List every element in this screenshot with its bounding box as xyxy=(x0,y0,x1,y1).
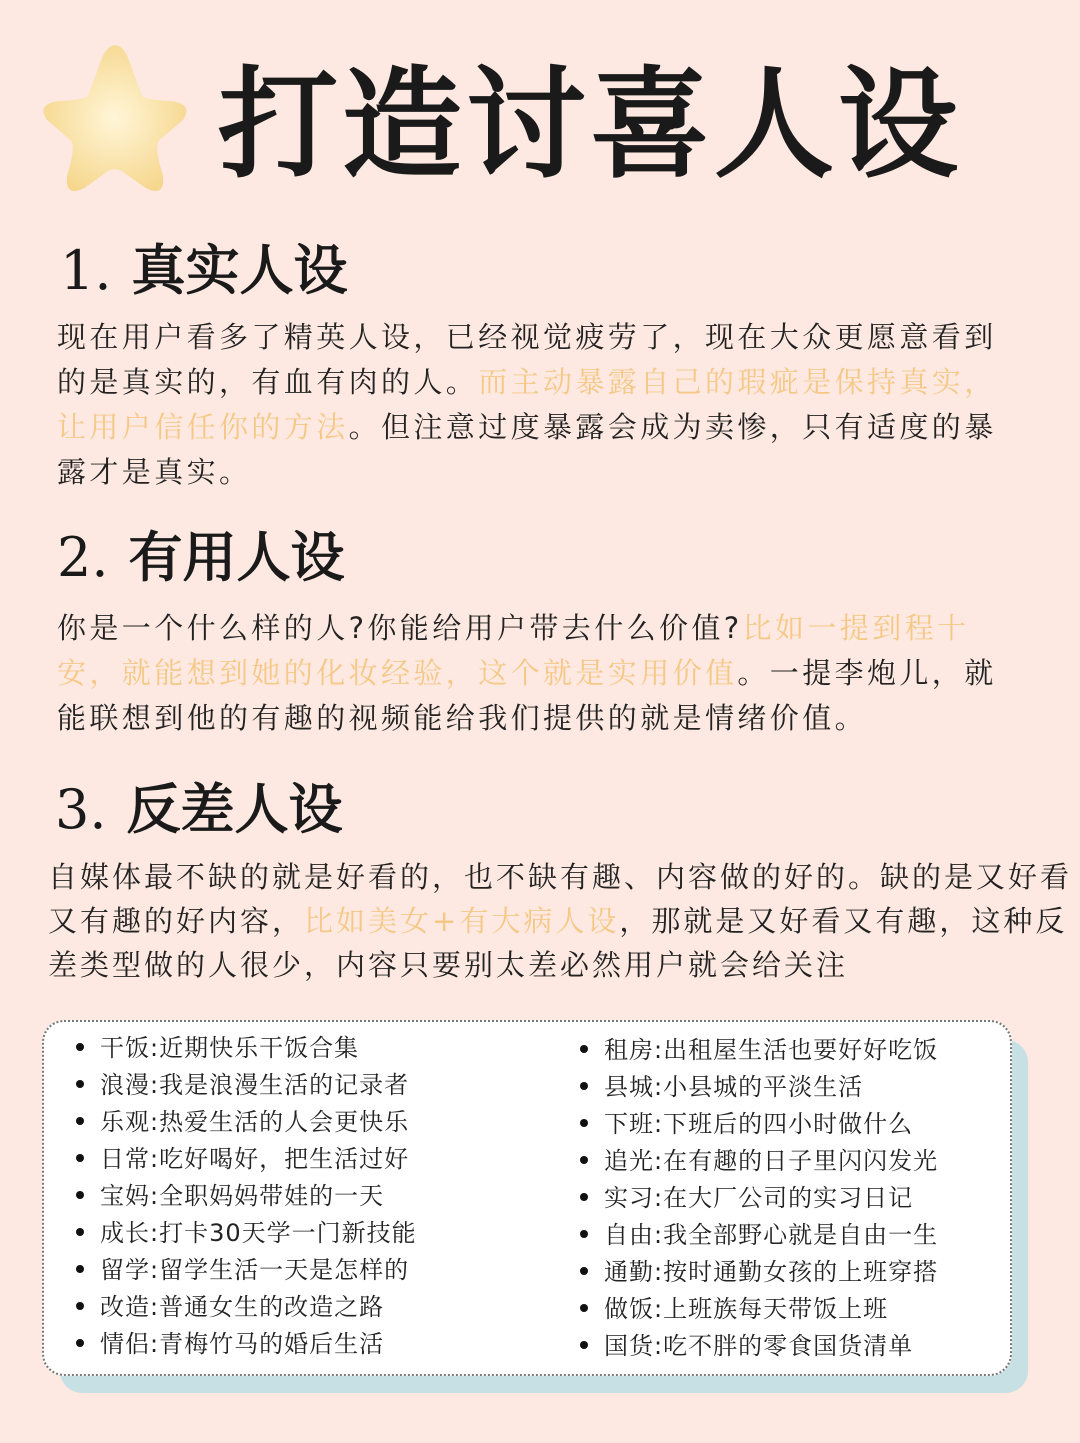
page-title: 打造讨喜人设 xyxy=(218,54,962,195)
section-2-paragraph: 你是一个什么样的人?你能给用户带去什么价值?比如一提到程十安，就能想到她的化妆经验，这个就是实用价值。一提李炮儿，就能联想到他的有趣的视频能给我们提供的就是情绪价值。 xyxy=(57,611,997,735)
section-2-heading: 2. 有用人设 xyxy=(57,525,345,589)
list-item: 通勤:按时通勤女孩的上班穿搭 xyxy=(580,1254,938,1291)
list-item: 留学:留学生活一天是怎样的 xyxy=(76,1252,417,1289)
list-item: 情侣:青梅竹马的婚后生活 xyxy=(76,1326,417,1363)
list-item: 日常:吃好喝好，把生活过好 xyxy=(76,1141,417,1178)
list-item: 乐观:热爱生活的人会更快乐 xyxy=(76,1104,417,1141)
list-item: 县城:小县城的平淡生活 xyxy=(580,1069,938,1106)
list-item: 成长:打卡30天学一门新技能 xyxy=(76,1215,417,1252)
list-item: 租房:出租屋生活也要好好吃饭 xyxy=(580,1032,938,1069)
list-item: 下班:下班后的四小时做什么 xyxy=(580,1106,938,1143)
list-item: 改造:普通女生的改造之路 xyxy=(76,1289,417,1326)
list-left xyxy=(76,1030,417,1363)
list-right xyxy=(580,1032,938,1365)
star-icon xyxy=(30,35,200,205)
section-3-heading: 3. 反差人设 xyxy=(55,777,343,841)
list-item: 追光:在有趣的日子里闪闪发光 xyxy=(580,1143,938,1180)
list-item: 自由:我全部野心就是自由一生 xyxy=(580,1217,938,1254)
section-1-heading: 1. 真实人设 xyxy=(60,238,348,302)
section-3-paragraph: 自媒体最不缺的就是好看的，也不缺有趣、内容做的好的。缺的是又好看又有趣的好内容，比如美女+有大病人设，那就是又好看又有趣，这种反差类型做的人很少，内容只要别太差必然用户就会给关注 xyxy=(48,860,1073,982)
list-item: 做饭:上班族每天带饭上班 xyxy=(580,1291,938,1328)
list-item: 浪漫:我是浪漫生活的记录者 xyxy=(76,1067,417,1104)
list-item: 国货:吃不胖的零食国货清单 xyxy=(580,1328,938,1365)
section-1-paragraph: 现在用户看多了精英人设，已经视觉疲劳了，现在大众更愿意看到的是真实的，有血有肉的人。而主动暴露自己的瑕疵是保持真实，让用户信任你的方法。但注意过度暴露会成为卖惨，只有适度的暴露才是真实。 xyxy=(57,320,997,489)
list-item: 实习:在大厂公司的实习日记 xyxy=(580,1180,938,1217)
list-item: 干饭:近期快乐干饭合集 xyxy=(76,1030,417,1067)
list-item: 宝妈:全职妈妈带娃的一天 xyxy=(76,1178,417,1215)
